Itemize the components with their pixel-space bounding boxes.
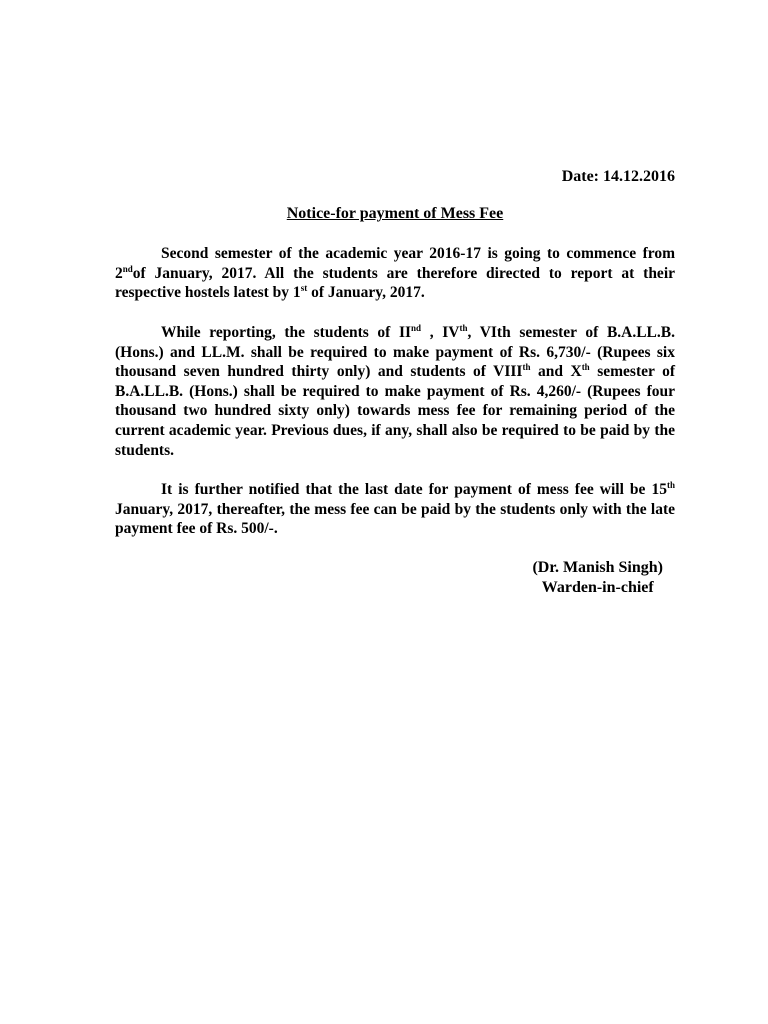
text-run: of January, 2017. All the students are therefore directed to report at their respective hostels latest by 1: [115, 264, 675, 302]
text-run: While reporting, the students of II: [161, 324, 412, 341]
signatory-name: (Dr. Manish Singh): [532, 559, 663, 576]
text-run: Second semester of the academic year 2016-17 is going to commence from 2: [115, 245, 675, 282]
text-run: It is further notified that the last date for payment of mess fee will be 15: [161, 481, 667, 498]
notice-document: [115, 0, 675, 1024]
superscript: th: [522, 362, 531, 373]
text-run: semester of B.A.LL.B. (Hons.) shall be required to make payment of Rs. 4,260/- (Rupees four thousand two hundred sixty only) towards mess fee for remaining period of the current academic year. Previous dues, if any, shall also be required to be paid by the students.: [115, 363, 675, 459]
text-run: , VIth semester of B.A.LL.B. (Hons.) and LL.M. shall be required to make payment of Rs. 6,730/- (Rupees six thousand seven hundred thirty only) and students of VIII: [115, 324, 675, 381]
paragraph-mess-fee-details: [115, 323, 675, 460]
superscript: th: [666, 479, 675, 490]
text-run: and X: [530, 363, 582, 381]
text-run: January, 2017, thereafter, the mess fee can be paid by the students only with the late payment fee of Rs. 500/-.: [115, 500, 675, 538]
superscript: th: [581, 362, 590, 373]
superscript: st: [300, 283, 308, 294]
superscript: nd: [122, 263, 133, 274]
notice-title: Notice-for payment of Mess Fee: [286, 205, 504, 222]
superscript: th: [459, 322, 468, 333]
paragraph-last-date: [115, 480, 675, 539]
superscript: nd: [411, 322, 422, 333]
signature-block: [532, 558, 663, 598]
notice-date: Date: 14.12.2016: [561, 168, 675, 185]
text-run: of January, 2017.: [307, 284, 425, 302]
signatory-designation: Warden-in-chief: [541, 579, 654, 596]
text-run: , IV: [421, 324, 460, 341]
paragraph-semester-commencement: [115, 244, 675, 303]
